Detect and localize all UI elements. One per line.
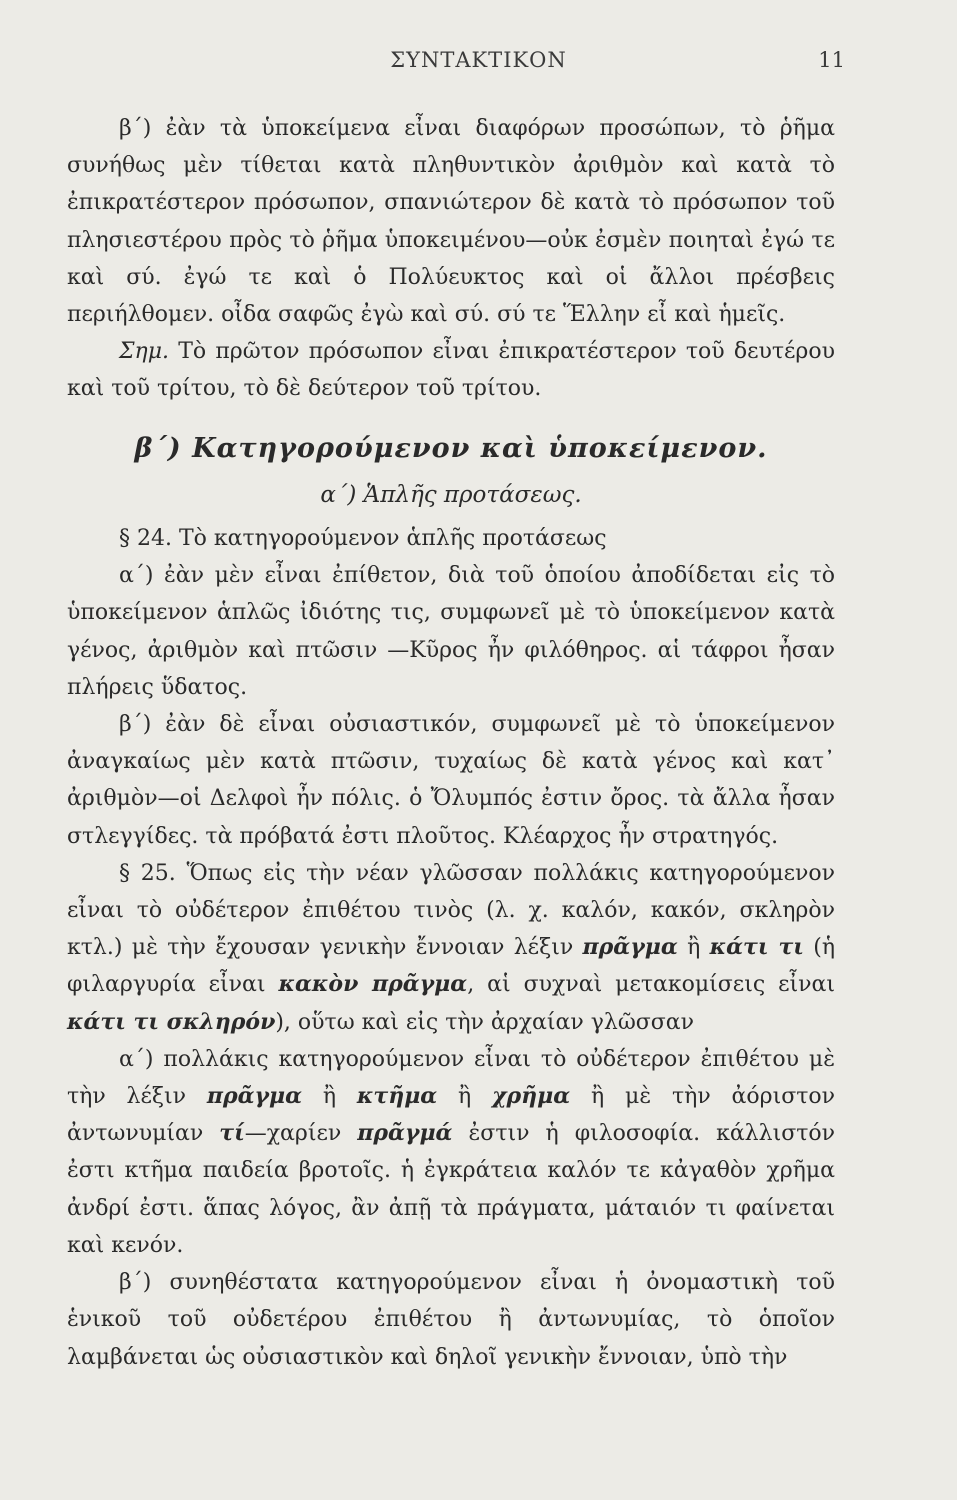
s25a-text-3: ἢ (437, 1084, 493, 1110)
section-24-beta: β΄) ἐὰν δὲ εἶναι οὐσιαστικόν, συμφωνεῖ μὲ τὸ ὑποκείμενον ἀναγκαίως μὲν κατὰ πτῶσιν, τυχαίως δὲ κατὰ γένος καὶ κατ᾽ ἀριθμὸν—οἱ Δελφοὶ ἦν πόλις. ὁ Ὄλυμπός ἐστιν ὄρος. τὰ ἄλλα ἦσαν στλεγγίδες. τὰ πρόβατά ἐστι πλοῦτος. Κλέαρχος ἦν στρατηγός. (67, 712, 835, 849)
s25a-emph-1: πρᾶγμα (206, 1083, 303, 1110)
s25-text-2: ἢ (677, 935, 710, 961)
s25-emph-2: κάτι τι (709, 934, 804, 961)
s25-text-3: (ἡ φιλαργυρία εἶναι (67, 935, 835, 998)
s25-emph-3: κακὸν πρᾶγμα (278, 971, 468, 998)
s25-text-5: ), οὕτω καὶ εἰς τὴν ἀρχαίαν γλῶσσαν (275, 1009, 695, 1035)
section-25-alpha (67, 1041, 835, 1264)
page-number: 11 (818, 48, 845, 72)
body-text (67, 110, 835, 1376)
section-25-beta: β΄) συνηθέστατα κατηγορούμενον εἶναι ἡ ὀνομαστικὴ τοῦ ἑνικοῦ τοῦ οὐδετέρου ἐπιθέτου ἢ ἀντωνυμίας, τὸ ὁποῖον λαμβάνεται ὡς οὐσιαστικὸν καὶ δηλοῖ γενικὴν ἔννοιαν, ὑπὸ τὴν (67, 1270, 835, 1370)
page-header (0, 48, 957, 84)
s25a-text-6: ἐστιν ἡ φιλοσοφία. κάλλιστόν ἐστι κτῆμα παιδεία βροτοῖς. ἡ ἐγκράτεια καλόν τε κἀγαθὸν χρῆμα ἀνδρί ἐστι. ἅπας λόγος, ἂν ἀπῇ τὰ πράγματα, μάταιόν τι φαίνεται καὶ κενόν. (67, 1121, 836, 1258)
s25a-emph-3: χρῆμα (492, 1083, 571, 1110)
s25a-emph-4: τί (219, 1120, 245, 1147)
s25a-emph-2: κτῆμα (356, 1083, 438, 1110)
note-text: Τὸ πρῶτον πρόσωπον εἶναι ἐπικρατέστερον τοῦ δευτέρου καὶ τοῦ τρίτου, τὸ δὲ δεύτερον τοῦ τρίτου. (67, 339, 835, 402)
section-heading: β΄) Κατηγορούμενον καὶ ὑποκείμενον. (134, 432, 768, 464)
section-24-alpha: α΄) ἐὰν μὲν εἶναι ἐπίθετον, διὰ τοῦ ὁποίου ἀποδίδεται εἰς τὸ ὑποκείμενον ἁπλῶς ἰδιότης τις, συμφωνεῖ μὲ τὸ ὑποκείμενον κατὰ γένος, ἀριθμὸν καὶ πτῶσιν —Κῦρος ἦν φιλόθηρος. αἱ τάφροι ἦσαν πλήρεις ὕδατος. (67, 563, 835, 700)
note-paragraph (67, 333, 835, 407)
s25-emph-4: κάτι τι σκληρόν (67, 1008, 276, 1035)
s25-emph-1: πρᾶγμα (582, 934, 678, 961)
s25-text-4: , αἱ συχναὶ μετακομίσεις εἶναι (467, 972, 835, 998)
s25-text-1: § 25. Ὅπως εἰς τὴν νέαν γλῶσσαν πολλάκις κατηγορούμενον εἶναι τὸ οὐδέτερον ἐπιθέτου τινὸς (λ. χ. καλόν, κακόν, σκληρὸν κτλ.) μὲ τὴν ἔχουσαν γενικὴν ἔννοιαν λέξιν (67, 860, 835, 961)
s25a-emph-5: πρᾶγμά (357, 1120, 453, 1147)
s25a-text-5: —χαρίεν (244, 1121, 358, 1147)
note-label: Σημ. (119, 339, 170, 365)
paragraph-beta-subjects: β΄) ἐὰν τὰ ὑποκείμενα εἶναι διαφόρων προσώπων, τὸ ῥῆμα συνήθως μὲν τίθεται κατὰ πληθυντικὸν ἀριθμὸν καὶ κατὰ τὸ ἐπικρατέστερον πρόσωπον, σπανιώτερον δὲ κατὰ τὸ πρόσωπον τοῦ πλησιεστέρου πρὸς τὸ ῥῆμα ὑποκειμένου—οὐκ ἐσμὲν ποιηταὶ ἐγώ τε καὶ σύ. ἐγώ τε καὶ ὁ Πολύευκτος καὶ οἱ ἄλλοι πρέσβεις περιήλθομεν. οἶδα σαφῶς ἐγὼ καὶ σύ. σύ τε Ἕλλην εἶ καὶ ἡμεῖς. (67, 116, 835, 328)
s25a-text-2: ἢ (302, 1084, 357, 1110)
running-head: ΣΥΝΤΑΚΤΙΚΟΝ (390, 48, 567, 72)
s25a-text-1: α΄) πολλάκις κατηγορούμενον εἶναι τὸ οὐδέτερον ἐπιθέτου μὲ τὴν λέξιν (67, 1046, 835, 1110)
subsection-heading: α΄) Ἁπλῆς προτάσεως. (320, 481, 582, 508)
section-25-intro (67, 855, 835, 1041)
s25a-text-4: ἢ μὲ τὴν ἀόριστον ἀντωνυμίαν (67, 1084, 836, 1147)
section-24-lead: § 24. Τὸ κατηγορούμενον ἁπλῆς προτάσεως (119, 526, 607, 552)
